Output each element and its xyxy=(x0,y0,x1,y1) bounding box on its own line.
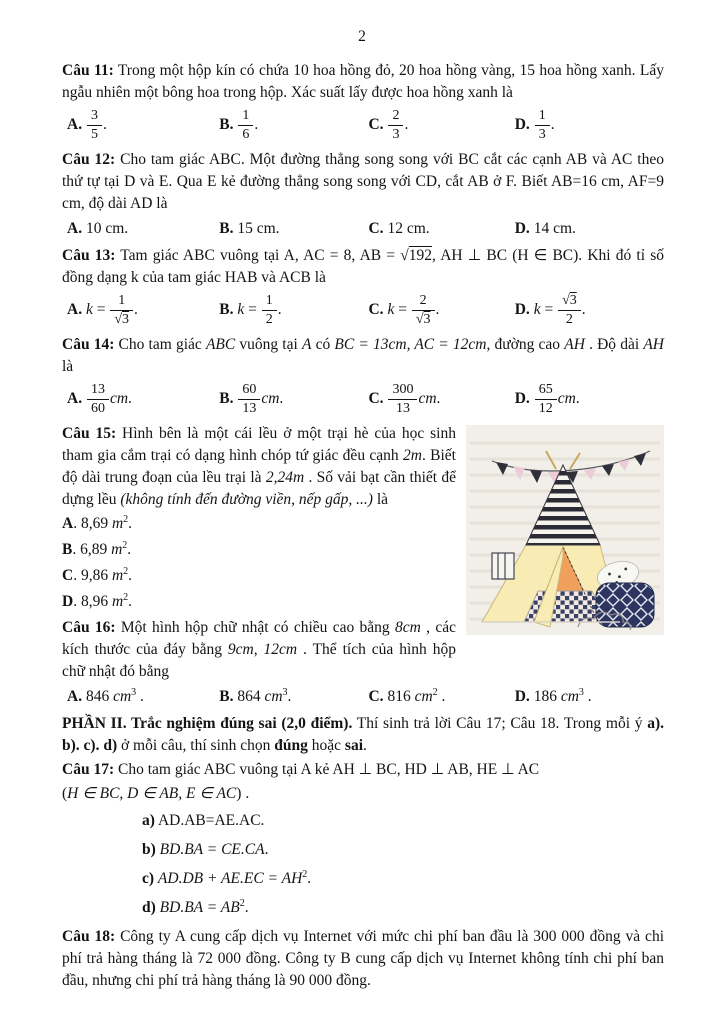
question-17-item-b: b) BD.BA = CE.CA. xyxy=(142,841,269,858)
question-15-text: Câu 15: Hình bên là một cái lều ở một trại hè của học sinh tham gia cắm trại có dạng hình chóp tứ giác đều cạnh 2m. Biết độ dài trung đoạn của lều trại là 2,24m . Số vải bạt cần thiết để dựng lều (không tính đến đường viền, nếp gấp, ...) là xyxy=(62,425,456,508)
question-11-option-a: A. $\frac{3}{5}$ . xyxy=(67,108,107,142)
navy-cushion xyxy=(596,583,654,627)
question-18-text: Câu 18: Công ty A cung cấp dịch vụ Internet với mức chi phí ban đầu là 300 000 đồng và chi phí trả hàng tháng là 72 000 đồng. Công ty B cung cấp dịch vụ Internet không tính chi phí ban đầu, nhưng chi phí trả hàng tháng là 90 000 đồng. xyxy=(62,928,664,989)
question-12-option-d: D. 14 cm. xyxy=(514,220,576,237)
question-13-text: Câu 13: Tam giác ABC vuông tại A, AC = 8, AB = √192, AH ⊥ BC (H ∈ BC). Khi đó tỉ số đồng dạng k của tam giác HAB và ACB là xyxy=(62,247,664,286)
question-12-text: Câu 12: Cho tam giác ABC. Một đường thẳng song song với BC cắt các cạnh AB và AC theo thứ tự tại D và E. Qua E kẻ đường thẳng song song với CD, cắt AB ở F. Biết AB=16 cm, AF=9 cm, độ dài AD là xyxy=(62,151,664,212)
page-number: 2 xyxy=(358,28,366,45)
question-13-option-b: B. k = $\frac{1}{2}$ . xyxy=(219,293,282,327)
question-11-text: Câu 11: Trong một hộp kín có chứa 10 hoa hồng đỏ, 20 hoa hồng vàng, 15 hoa hồng xanh. Lấy ngẫu nhiên một bông hoa trong hộp. Xác suất lấy được hoa hồng xanh là xyxy=(62,62,664,101)
question-16-option-a: A. 846 $cm^3$ . xyxy=(67,686,144,705)
part-2-heading: PHẦN II. Trắc nghiệm đúng sai (2,0 điểm). Thí sinh trả lời Câu 17; Câu 18. Trong mỗi ý a). b). c). d) ở mỗi câu, thí sinh chọn đúng hoặc sai. xyxy=(62,715,664,754)
question-17-item-c: c) $AD.DB + AE.EC = AH^2$. xyxy=(142,868,312,887)
question-17-text: Câu 17: Cho tam giác ABC vuông tại A kẻ AH ⊥ BC, HD ⊥ AB, HE ⊥ AC xyxy=(62,761,540,778)
question-17-item-a: a) AD.AB=AE.AC. xyxy=(142,812,265,829)
question-14-option-a: A. $\frac{13}{60}$ cm. xyxy=(67,382,132,416)
question-16-option-b: B. 864 $cm^3$. xyxy=(219,686,292,705)
question-12-option-c: C. 12 cm. xyxy=(368,220,430,237)
question-15-option-a: A. 8,69 $m^2$. xyxy=(62,513,133,532)
question-11-option-b: B. $\frac{1}{6}$ . xyxy=(219,108,259,142)
tent-figure xyxy=(466,425,664,635)
question-14-options xyxy=(62,381,664,418)
question-16-option-c: C. 816 $cm^2$ . xyxy=(368,686,446,705)
question-17-item-d: d) $BD.BA = AB^2$. xyxy=(142,897,249,916)
question-16-options xyxy=(62,686,664,708)
page-content xyxy=(0,60,724,992)
question-15-option-b: B. 6,89 $m^2$. xyxy=(62,539,132,558)
question-11-option-c: C. $\frac{2}{3}$ . xyxy=(368,108,409,142)
question-12-option-b: B. 15 cm. xyxy=(219,220,280,237)
tent-window xyxy=(492,553,514,579)
question-17-text-line2: (H ∈ BC, D ∈ AB, E ∈ AC) . xyxy=(62,785,250,802)
question-13-option-a: A. k = $\frac{1}{√3}$ . xyxy=(67,293,138,327)
question-15-16-block xyxy=(62,423,664,713)
tent-illustration xyxy=(466,425,664,635)
question-16-text: Câu 16: Một hình hộp chữ nhật có chiều cao bằng 8cm , các kích thước của đáy bằng 9cm, 12cm . Thể tích của hình hộp chữ nhật đó bằng xyxy=(62,619,457,680)
question-12-option-a: A. 10 cm. xyxy=(67,220,129,237)
question-14-option-b: B. $\frac{60}{13}$ cm. xyxy=(219,382,284,416)
question-14-option-d: D. $\frac{65}{12}$ cm. xyxy=(514,382,580,416)
question-11-option-d: D. $\frac{1}{3}$ . xyxy=(514,108,555,142)
question-14-option-c: C. $\frac{300}{13}$ cm. xyxy=(368,382,441,416)
question-15-option-d: D. 8,96 $m^2$. xyxy=(62,591,133,610)
question-11-options xyxy=(62,107,664,144)
question-15-option-c: C. 9,86 $m^2$. xyxy=(62,565,133,584)
question-12-options xyxy=(62,218,664,240)
question-16-option-d: D. 186 $cm^3$ . xyxy=(514,686,592,705)
question-13-option-d: D. k = $\frac{√3}{2}$ . xyxy=(514,293,586,327)
question-14-text: Câu 14: Cho tam giác ABC vuông tại A có BC = 13cm, AC = 12cm, đường cao AH . Độ dài AH là xyxy=(62,336,664,375)
question-13-options xyxy=(62,292,664,329)
question-13-option-c: C. k = $\frac{2}{√3}$ . xyxy=(368,293,440,327)
